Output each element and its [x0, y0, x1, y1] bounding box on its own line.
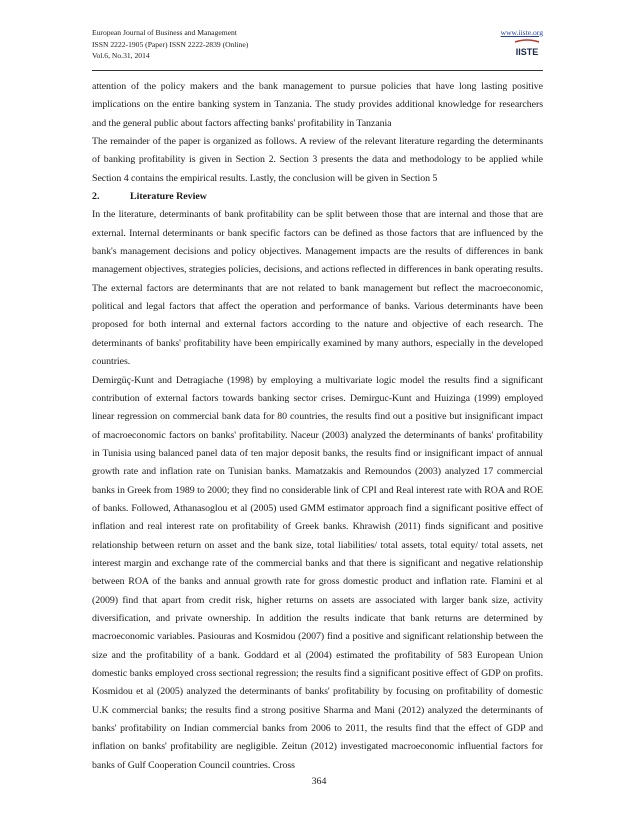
- paragraph: Demirgüç-Kunt and Detragiache (1998) by employing a multivariate logic model the results find a significant contribution of external factors towards banking sector crises. Demirguc-Kunt and Huizinga (1999) employed linear regression on commercial bank data for 80 countries, the results find out a positive but insignificant impact of macroeconomic factors on banks' profitability. Naceur (2003) analyzed the determinants of banks' profitability in Tunisia using balanced panel data of ten major deposit banks, the results find or insignificant impact of annual growth rate and inflation rate on Tunisian banks. Mamatzakis and Remoundos (2003) analyzed 17 commercial banks in Greek from 1989 to 2000; they find no considerable link of CPI and Real interest rate with ROA and ROE of banks. Followed, Athanasoglou et al (2005) used GMM estimator approach find a significant positive effect of inflation and real interest rate on profitability of Greek banks. Khrawish (2011) finds significant and positive relationship between return on asset and the bank size, total liabilities/ total assets, total equity/ total assets, net interest margin and exchange rate of the commercial banks and that there is significant and negative relationship between ROA of the banks and annual growth rate for gross domestic product and inflation rate. Flamini et al (2009) find that apart from credit risk, higher returns on assets are associated with larger bank size, activity diversification, and private ownership. In addition the results indicate that bank returns are determined by macroeconomic variables. Pasiouras and Kosmidou (2007) find a positive and significant relationship between the size and the profitability of a bank. Goddard et al (2004) estimated the profitability of 583 European Union domestic banks employed cross sectional regression; the results find a significant positive effect of GDP on profits. Kosmidou et al (2005) analyzed the determinants of banks' profitability by focusing on profitability of domestic U.K commercial banks; the results find a strong positive Sharma and Mani (2012) analyzed the determinants of banks' profitability on Indian commercial banks from 2006 to 2011, the results find that the effect of GDP and inflation on banks' profitability are negligible. Zeitun (2012) investigated macroeconomic influential factors for banks of Gulf Cooperation Council countries. Cross: [92, 374, 543, 771]
- header-rule: [92, 70, 543, 71]
- page-header: [92, 27, 543, 67]
- journal-name: European Journal of Business and Management: [92, 28, 237, 37]
- section-number: 2.: [92, 191, 100, 203]
- iiste-logo: [513, 39, 541, 59]
- volume-line: Vol.6, No.31, 2014: [92, 51, 150, 60]
- body-text: [92, 78, 543, 775]
- paragraph: The remainder of the paper is organized as follows. A review of the relevant literature regarding the determinants of banking profitability is given in Section 2. Section 3 presents the data and methodology to be applied while Section 4 contains the empirical results. Lastly, the conclusion will be given in Section 5: [92, 136, 543, 184]
- journal-url-link[interactable]: www.iiste.org: [500, 28, 543, 37]
- issn-line: ISSN 2222-1905 (Paper) ISSN 2222-2839 (Online): [92, 39, 249, 49]
- paragraph: attention of the policy makers and the bank management to pursue policies that have long lasting positive implications on the entire banking system in Tanzania. The study provides additional knowledge for researchers and the general public about factors affecting banks' profitability in Tanzania: [92, 81, 543, 129]
- page-number: 364: [311, 776, 327, 787]
- section-heading: [92, 188, 543, 206]
- svg-text:IISTE: IISTE: [515, 47, 539, 57]
- section-title: Literature Review: [130, 191, 207, 203]
- paragraph: In the literature, determinants of bank profitability can be split between those that are internal and those that are external. Internal determinants or bank specific factors can be defined as those factors that are influenced by the bank's management decisions and policy objectives. Management impacts are the results of differences in bank management objectives, strategies policies, decisions, and actions reflected in differences in bank operating results. The external factors are determinants that are not related to bank management but reflect the macroeconomic, political and legal factors that affect the operation and performance of banks. Various determinants have been proposed for both internal and external factors according to the nature and objective of each research. The determinants of banks' profitability have been empirically examined by many authors, especially in the developed countries.: [92, 209, 543, 368]
